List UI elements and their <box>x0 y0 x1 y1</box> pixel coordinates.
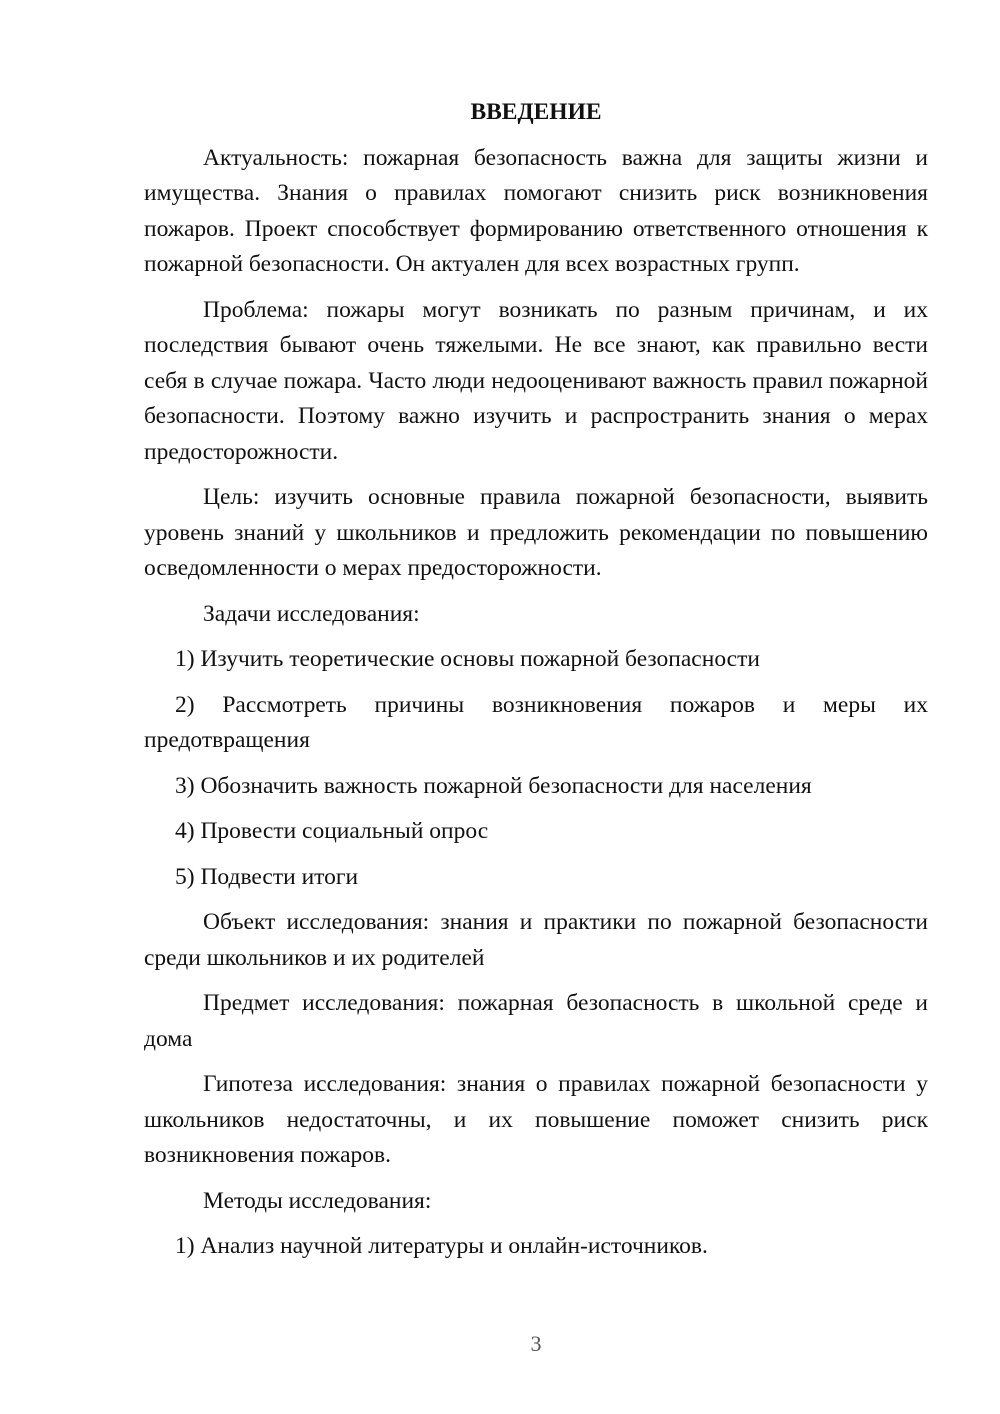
method-item: 1) Анализ научной литературы и онлайн-источников. <box>175 1233 708 1259</box>
task-item: 4) Провести социальный опрос <box>175 818 489 844</box>
object-paragraph: Объект исследования: знания и практики по пожарной безопасности среди школьников и их родителей <box>144 909 928 971</box>
actuality-paragraph: Актуальность: пожарная безопасность важна для защиты жизни и имущества. Знания о правилах помогают снизить риск возникновения пожаров. Проект способствует формированию ответственного отношения к пожарной безопасности. Он актуален для всех возрастных групп. <box>144 144 928 277</box>
problem-paragraph: Проблема: пожары могут возникать по разным причинам, и их последствия бывают очень тяжелыми. Не все знают, как правильно вести себя в случае пожара. Часто люди недооценивают важность правил пожарной безопасности. Поэтому важно изучить и распространить знания о мерах предосторожности. <box>144 296 928 465</box>
task-item: 1) Изучить теоретические основы пожарной безопасности <box>175 646 760 672</box>
page-number: 3 <box>530 1331 542 1356</box>
goal-paragraph: Цель: изучить основные правила пожарной безопасности, выявить уровень знаний у школьников и предложить рекомендации по повышению осведомленности о мерах предосторожности. <box>144 484 928 581</box>
methods-heading: Методы исследования: <box>203 1187 432 1214</box>
task-item: 5) Подвести итоги <box>175 863 359 890</box>
subject-paragraph: Предмет исследования: пожарная безопасность в школьной среде и дома <box>144 990 928 1052</box>
document-page <box>144 95 928 1275</box>
page-title: ВВЕДЕНИЕ <box>470 99 602 125</box>
task-item: 2) Рассмотреть причины возникновения пожаров и меры их предотвращения <box>144 691 928 753</box>
tasks-heading: Задачи исследования: <box>203 600 420 627</box>
task-item: 3) Обозначить важность пожарной безопасности для населения <box>175 772 812 799</box>
hypothesis-paragraph: Гипотеза исследования: знания о правилах пожарной безопасности у школьников недостаточны, и их повышение поможет снизить риск возникновения пожаров. <box>144 1071 928 1168</box>
